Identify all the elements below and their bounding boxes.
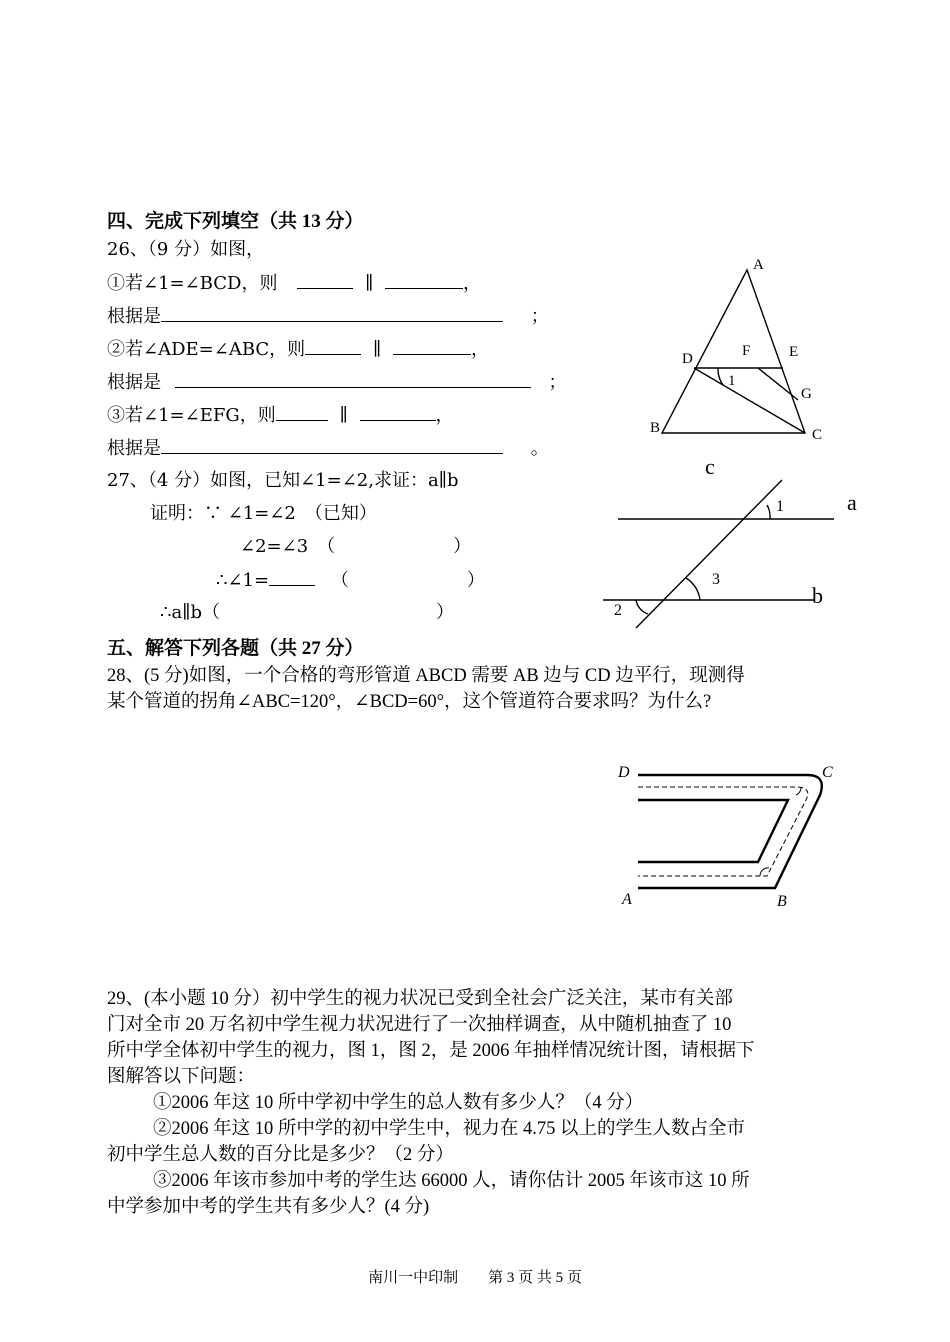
label-a: A: [753, 257, 764, 273]
semicolon: ；: [548, 372, 567, 393]
q29-sub-1: ①2006 年这 10 所中学初中学生的总人数有多少人？（4 分）: [153, 1093, 644, 1113]
label-a: A: [622, 891, 632, 908]
label-d: D: [682, 351, 693, 367]
comma: ，: [435, 405, 454, 426]
label-1: 1: [776, 498, 784, 515]
label-3: 3: [712, 571, 720, 588]
close-paren: ）: [436, 602, 455, 623]
q27-intro: 27、（4 分）如图，已知∠1=∠2,求证：a∥b: [107, 470, 459, 491]
close-paren: ）: [466, 570, 485, 591]
therefore-symbol: ∴: [216, 570, 228, 591]
q26-item-1-text: ①若∠1=∠BCD，则: [107, 273, 278, 294]
label-f: F: [742, 343, 751, 359]
therefore-symbol: ∴: [160, 602, 172, 623]
parallel-symbol: ∥: [372, 339, 382, 360]
q26-item-2-text: ②若∠ADE=∠ABC，则: [107, 339, 306, 360]
reason-label: 根据是: [107, 306, 161, 327]
semicolon: ；: [530, 306, 549, 327]
q29-sub-3a: ③2006 年该市参加中考的学生达 66000 人，请你估计 2005 年该市这 10 所: [153, 1171, 750, 1191]
proof-step-2-text: ∠2=∠3 （: [240, 536, 336, 557]
conclusion-text: a∥b（: [171, 602, 221, 623]
q29-line-3: 所中学全体初中学生的视力，图 1，图 2，是 2006 年抽样情况统计图，请根据下: [107, 1041, 755, 1061]
q29-line-1: 29、(本小题 10 分）初中学生的视力状况已受到全社会广泛关注，某市有关部: [107, 989, 733, 1009]
comma: ，: [470, 339, 489, 360]
open-paren: （: [330, 570, 349, 591]
parallel-symbol: ∥: [339, 405, 348, 426]
comma: ，: [463, 273, 481, 294]
proof-step-3-text: ∠1=: [227, 570, 270, 591]
reason-label: 根据是: [107, 438, 161, 459]
label-g: G: [801, 386, 812, 402]
because-symbol: ∵: [204, 503, 222, 524]
label-e: E: [789, 344, 799, 360]
q28-line-2: 某个管道的拐角∠ABC=120°，∠BCD=60°，这个管道符合要求吗？为什么?: [107, 692, 712, 712]
label-b: B: [650, 420, 661, 436]
period: 。: [530, 438, 549, 459]
pipe-inner-edge: [638, 800, 788, 862]
label-c: c: [705, 454, 715, 479]
q26-item-3-text: ③若∠1=∠EFG，则: [107, 405, 276, 426]
label-2: 2: [614, 602, 622, 619]
label-a: a: [847, 490, 857, 515]
section-4-heading: 四、完成下列填空（共 13 分）: [107, 211, 364, 232]
pipe-outer-edge: [638, 775, 822, 888]
q29-sub-2a: ②2006 年这 10 所中学的初中学生中，视力在 4.75 以上的学生人数占全市: [153, 1119, 746, 1139]
label-d: D: [618, 764, 630, 781]
parallel-symbol: ∥: [364, 273, 374, 294]
close-paren: ）: [453, 536, 472, 557]
label-b: B: [777, 893, 787, 910]
q29-line-4: 图解答以下问题：: [107, 1067, 256, 1087]
q29-sub-2b: 初中学生总人数的百分比是多少？（2 分）: [107, 1145, 454, 1165]
q28-line-1: 28、(5 分)如图，一个合格的弯形管道 ABCD 需要 AB 边与 CD 边平行，现测得: [107, 666, 745, 686]
label-b: b: [812, 583, 823, 608]
label-c: C: [812, 427, 823, 443]
angle-b-arc: [760, 868, 769, 876]
label-c: C: [822, 764, 833, 781]
q26-intro: 26、（9 分）如图，: [107, 239, 265, 260]
label-1: 1: [728, 373, 736, 389]
q29-line-2: 门对全市 20 万名初中学生视力状况进行了一次抽样调查，从中随机抽查了 10: [107, 1015, 732, 1035]
angle-c-arc: [796, 787, 801, 795]
page-footer: 南川一中印制 第 3 页 共 5 页: [368, 1270, 582, 1286]
proof-step-1-text: ∠1=∠2 （已知）: [227, 503, 377, 524]
q29-sub-3b: 中学参加中考的学生共有多少人？(4 分): [107, 1197, 430, 1217]
section-5-heading: 五、解答下列各题（共 27 分）: [107, 638, 364, 659]
proof-label: 证明：: [150, 503, 204, 524]
reason-label: 根据是: [107, 372, 161, 393]
